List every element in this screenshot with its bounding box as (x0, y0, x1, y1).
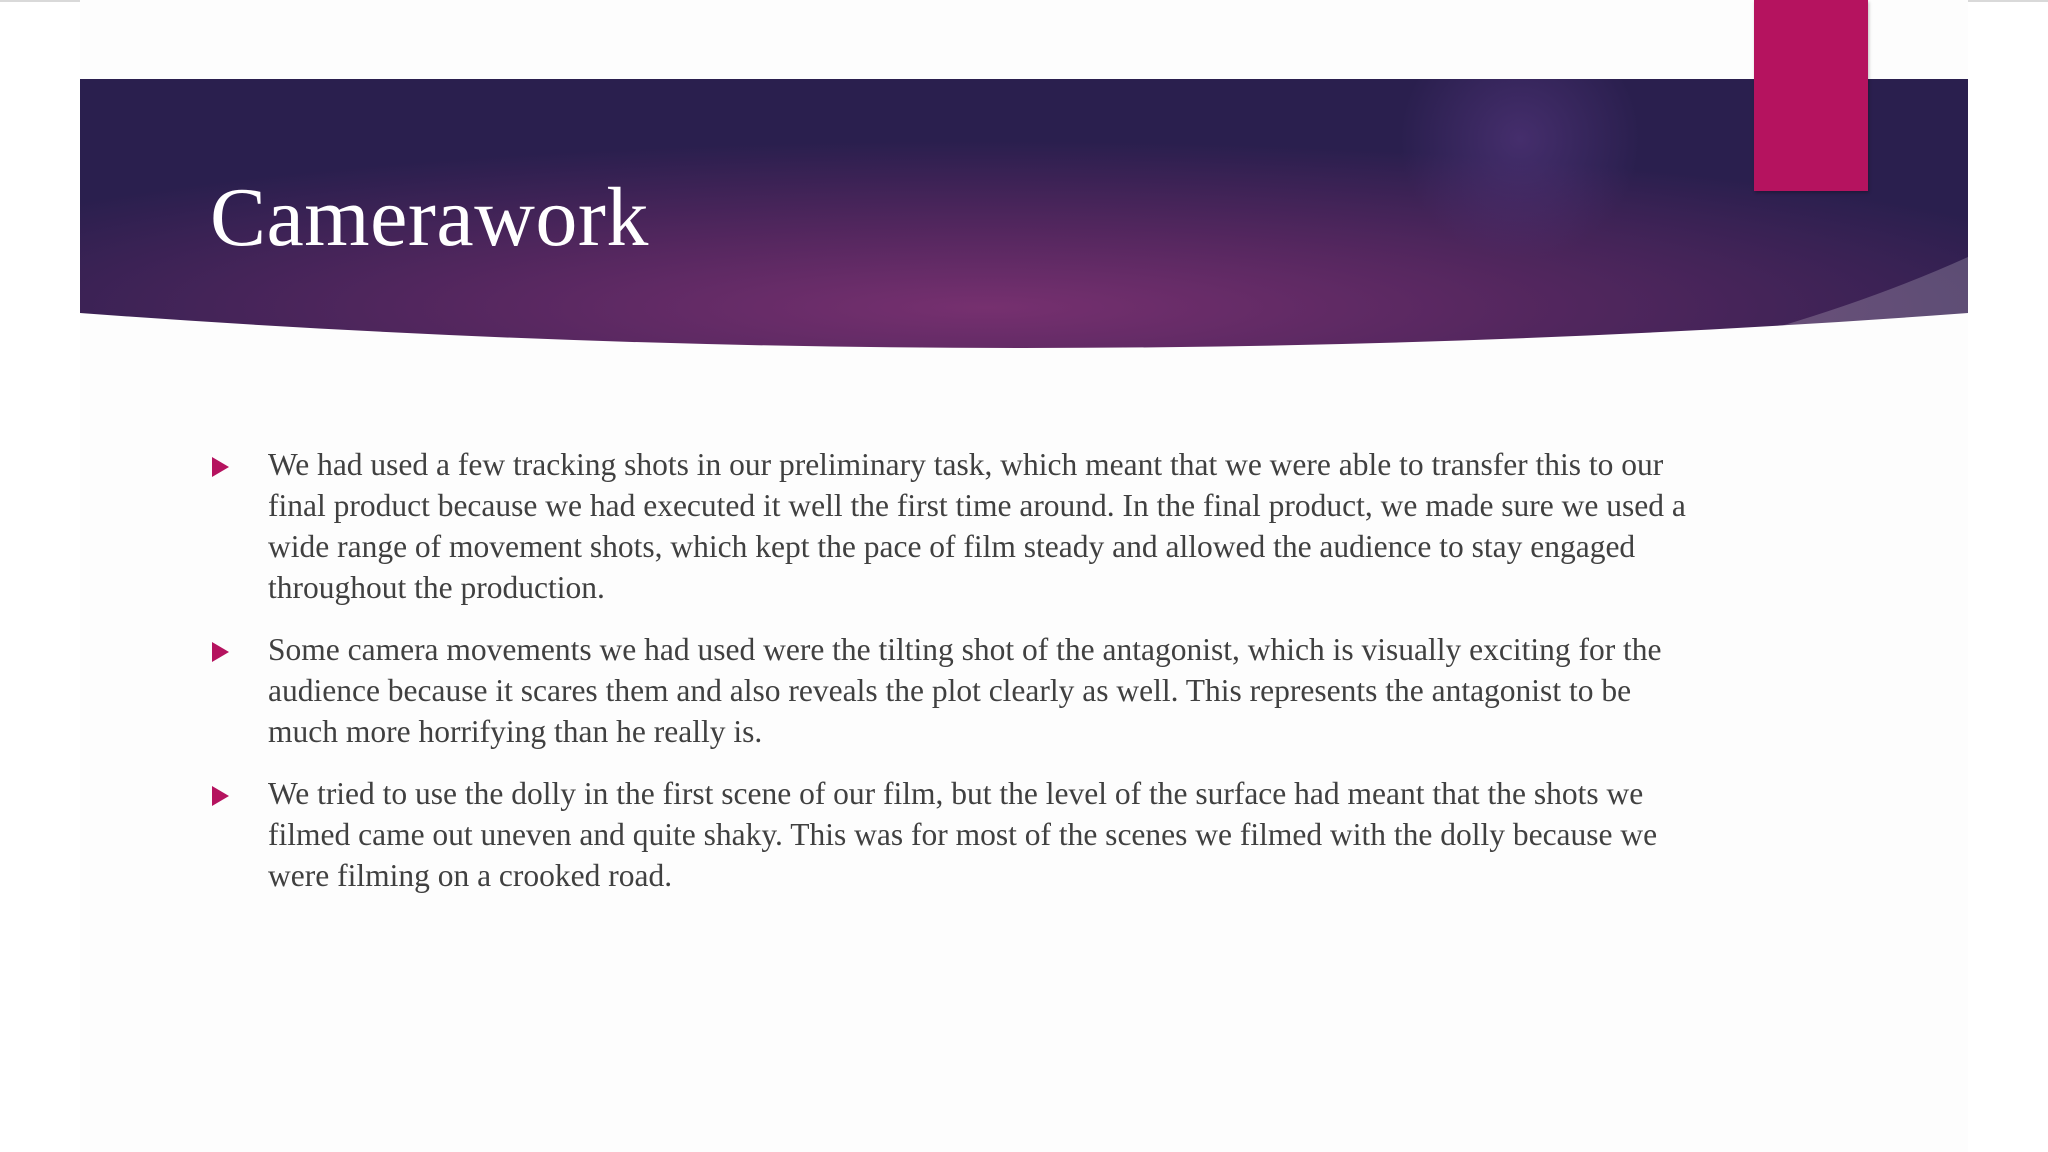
triangle-bullet-icon (212, 786, 229, 806)
slide-title: Camerawork (210, 171, 649, 264)
bullet-list (208, 444, 1688, 917)
bullet-item (208, 773, 1688, 896)
bullet-text: We had used a few tracking shots in our preliminary task, which meant that we were able to transfer this to our final product because we had executed it well the first time around. In the final product, we made sure we used a wide range of movement shots, which kept the pace of film steady and allowed the audience to stay engaged throughout the production. (268, 447, 1686, 605)
triangle-bullet-icon (212, 457, 229, 477)
bullet-item (208, 444, 1688, 608)
triangle-bullet-icon (212, 642, 229, 662)
bullet-text: Some camera movements we had used were the tilting shot of the antagonist, which is visually exciting for the audience because it scares them and also reveals the plot clearly as well. This represents the antagonist to be much more horrifying than he really is. (268, 632, 1662, 749)
bullet-text: We tried to use the dolly in the first scene of our film, but the level of the surface had meant that the shots we filmed came out uneven and quite shaky. This was for most of the scenes we filmed with the dolly because we were filming on a crooked road. (268, 776, 1658, 893)
bullet-item (208, 629, 1688, 752)
accent-tab (1754, 0, 1868, 191)
